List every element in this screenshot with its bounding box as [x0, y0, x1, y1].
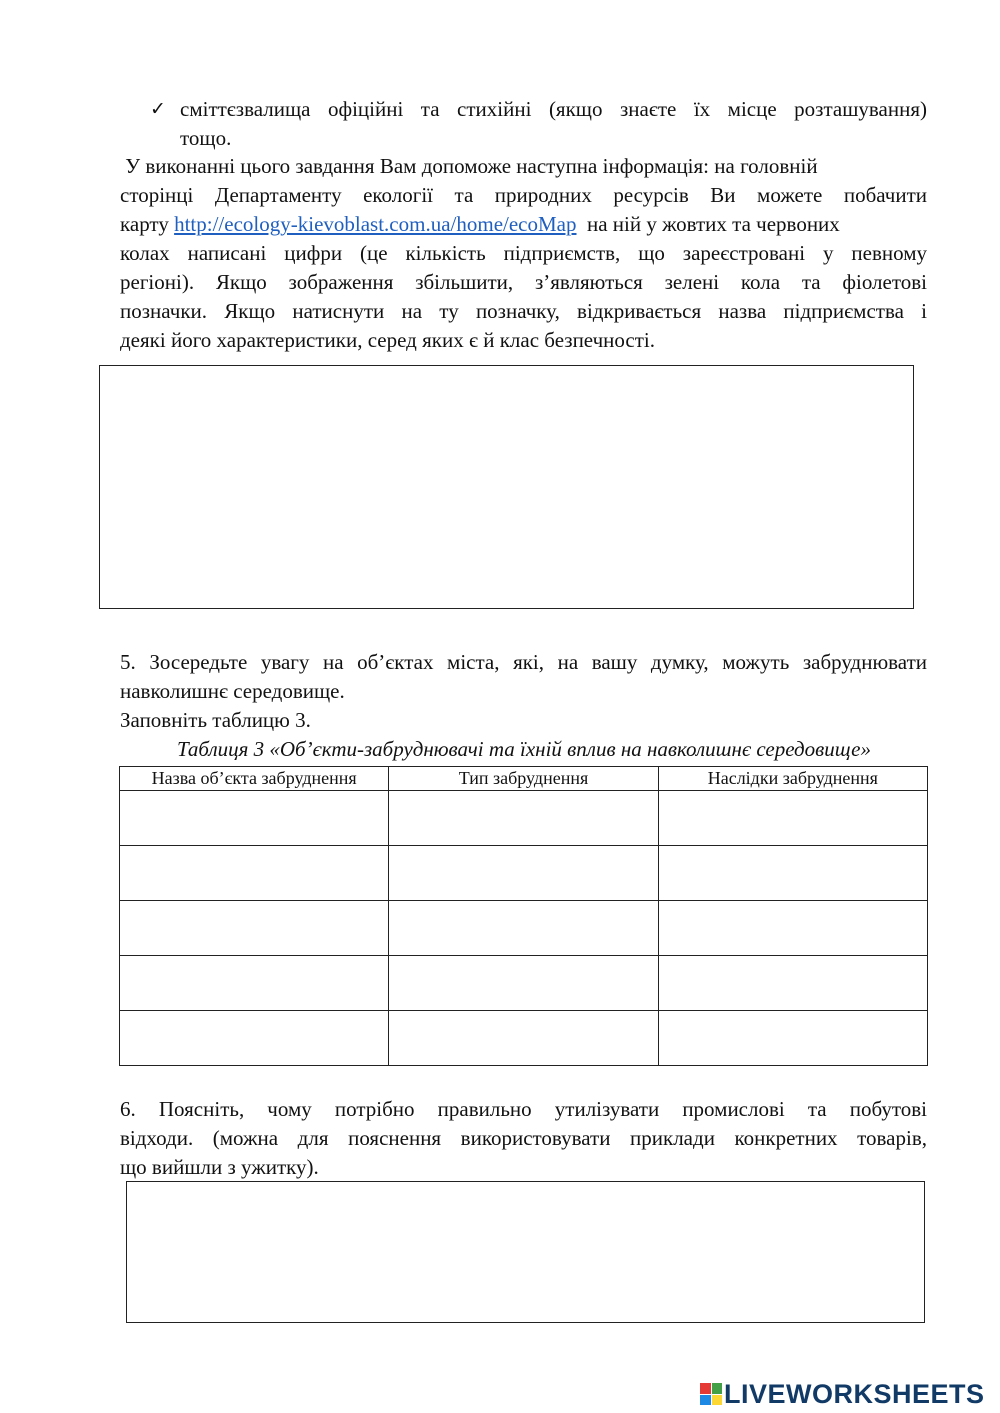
info-line-3-start: карту	[120, 212, 175, 236]
table-cell[interactable]	[389, 846, 658, 901]
table-cell[interactable]	[389, 1011, 658, 1066]
table-header-row	[120, 767, 928, 791]
table-cell[interactable]	[658, 956, 927, 1011]
task5-line-1: 5. Зосередьте увагу на об’єктах міста, які, на вашу думку, можуть забруднювати	[120, 650, 927, 674]
table-cell[interactable]	[658, 846, 927, 901]
table-cell[interactable]	[389, 791, 658, 846]
table-cell[interactable]	[120, 1011, 389, 1066]
table-cell[interactable]	[658, 1011, 927, 1066]
task5-line-3: Заповніть таблицю 3.	[120, 708, 311, 732]
task6-line-3: що вийшли з ужитку).	[120, 1155, 319, 1179]
table-cell[interactable]	[120, 901, 389, 956]
table-row	[120, 846, 928, 901]
table-cell[interactable]	[120, 846, 389, 901]
table-caption: Таблиця 3 «Об’єкти-забруднювачі та їхній вплив на навколишнє середовище»	[177, 737, 871, 761]
info-line-4: колах написані цифри (це кількість підприємств, що зареєстровані у певному	[120, 241, 927, 265]
list-item-line-1: сміттєзвалища офіційні та стихійні (якщо знаєте їх місце розташування)	[180, 97, 927, 121]
task6-line-1: 6. Поясніть, чому потрібно правильно утилізувати промислові та побутові	[120, 1097, 927, 1121]
task6-line-2: відходи. (можна для пояснення використовувати приклади конкретних товарів,	[120, 1126, 927, 1150]
pollution-table	[119, 766, 928, 1066]
table-cell[interactable]	[389, 901, 658, 956]
info-line-2: сторінці Департаменту екології та природних ресурсів Ви можете побачити	[120, 183, 927, 207]
logo-mark-icon	[700, 1383, 722, 1405]
info-line-3-end: на ній у жовтих та червоних	[576, 212, 840, 236]
checkmark-icon: ✓	[150, 98, 166, 120]
answer-box-2[interactable]	[126, 1181, 925, 1323]
info-line-6: позначки. Якщо натиснути на ту позначку, відкривається назва підприємства і	[120, 299, 927, 323]
table-cell[interactable]	[120, 791, 389, 846]
header-object-name: Назва об’єкта забруднення	[120, 767, 389, 791]
header-consequences: Наслідки забруднення	[658, 767, 927, 791]
table-cell[interactable]	[120, 956, 389, 1011]
table-row	[120, 901, 928, 956]
ecomap-link[interactable]: http://ecology-kievoblast.com.ua/home/ecoMap	[174, 212, 577, 236]
answer-box-1[interactable]	[99, 365, 914, 609]
logo-text: LIVEWORKSHEETS	[724, 1378, 985, 1409]
table-cell[interactable]	[658, 901, 927, 956]
info-line-1: У виконанні цього завдання Вам допоможе наступна інформація: на головній	[120, 154, 818, 178]
table-cell[interactable]	[389, 956, 658, 1011]
table-row	[120, 791, 928, 846]
info-line-5: регіоні). Якщо зображення збільшити, з’являються зелені кола та фіолетові	[120, 270, 927, 294]
info-line-3	[120, 210, 927, 239]
table-cell[interactable]	[658, 791, 927, 846]
table-row	[120, 956, 928, 1011]
list-item-line-2: тощо.	[180, 126, 232, 150]
info-line-7: деякі його характеристики, серед яких є й клас безпечності.	[120, 328, 656, 352]
table-row	[120, 1011, 928, 1066]
header-pollution-type: Тип забруднення	[389, 767, 658, 791]
task5-line-2: навколишнє середовище.	[120, 679, 345, 703]
liveworksheets-logo[interactable]	[700, 1379, 985, 1409]
